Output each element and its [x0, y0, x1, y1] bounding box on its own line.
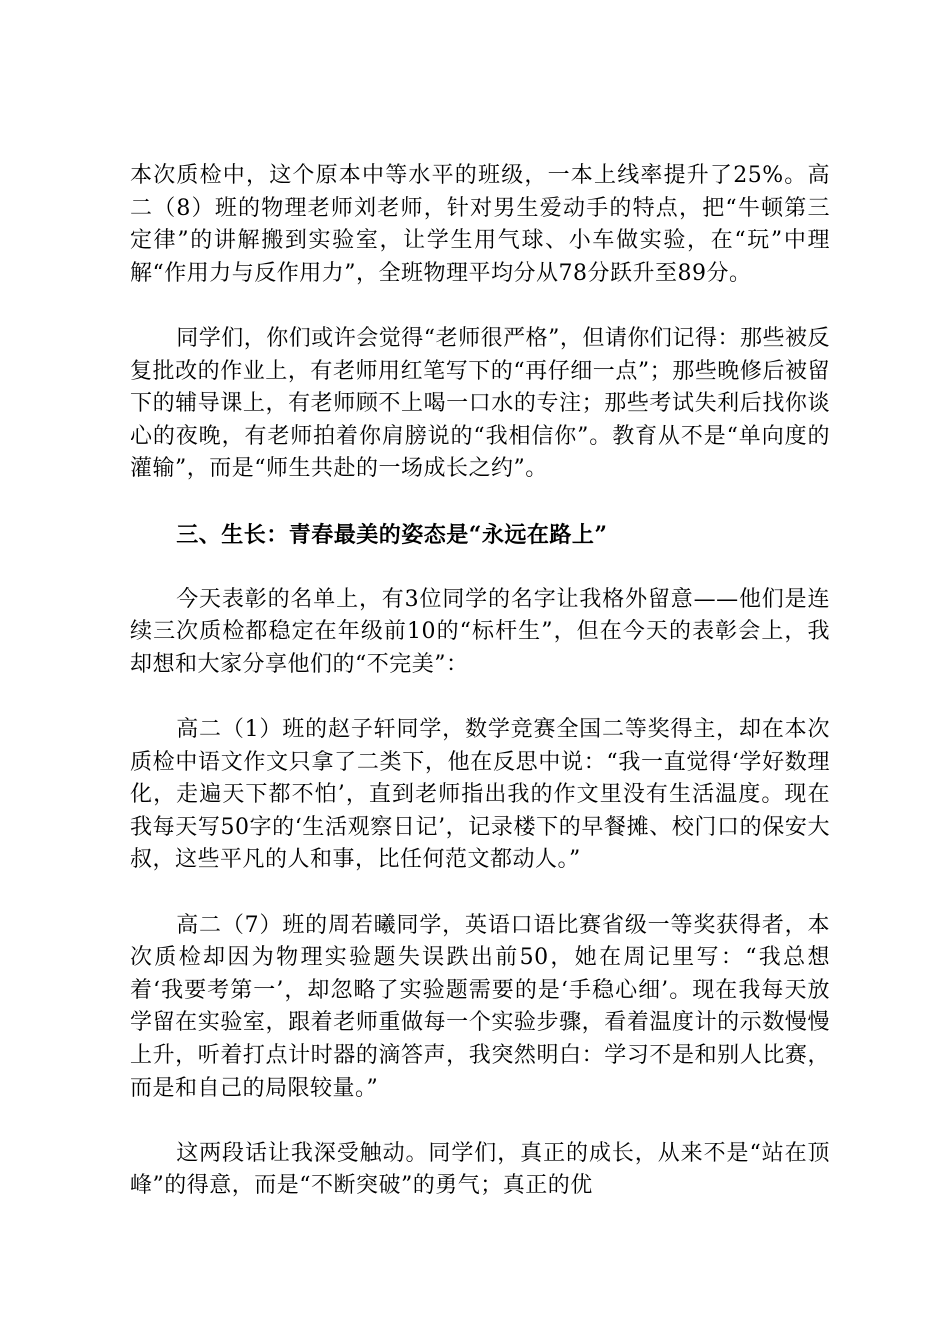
paragraph-teachers: 同学们，你们或许会觉得“老师很严格”，但请你们记得：那些被反复批改的作业上，有老师用红笔写下的“再仔细一点”；那些晚修后被留下的辅导课上，有老师顾不上喝一口水的专注；那些考试失利后找你谈心的夜晚，有老师拍着你肩膀说的“我相信你”。教育从不是“单向度的灌输”，而是“师生共赴的一场成长之约”。 [130, 325, 830, 482]
paragraph-student-zhou: 高二（7）班的周若曦同学，英语口语比赛省级一等奖获得者，本次质检却因为物理实验题失误跌出前50，她在周记里写：“我总想着‘我要考第一’，却忽略了实验题需要的是‘手稳心细’。现在我每天放学留在实验室，跟着老师重做每一个实验步骤，看着温度计的示数慢慢上升，听着打点计时器的滴答声，我突然明白：学习不是和别人比赛，而是和自己的局限较量。” [130, 912, 830, 1101]
paragraph-honor-list: 今天表彰的名单上，有3位同学的名字让我格外留意——他们是连续三次质检都稳定在年级前10的“标杆生”，但在今天的表彰会上，我却想和大家分享他们的“不完美”： [130, 586, 830, 677]
document-page [130, 160, 830, 1236]
section-heading-growth: 三、生长：青春最美的姿态是“永远在路上” [176, 521, 608, 548]
paragraph-student-zhao: 高二（1）班的赵子轩同学，数学竞赛全国二等奖得主，却在本次质检中语文作文只拿了二类下，他在反思中说：“我一直觉得‘学好数理化，走遍天下都不怕’，直到老师指出我的作文里没有生活温度。现在我每天写50字的‘生活观察日记’，记录楼下的早餐摊、校门口的保安大叔，这些平凡的人和事，比任何范文都动人。” [130, 717, 830, 873]
paragraph-reflection: 这两段话让我深受触动。同学们，真正的成长，从来不是“站在顶峰”的得意，而是“不断突破”的勇气；真正的优 [130, 1140, 830, 1199]
paragraph-class-improvement: 本次质检中，这个原本中等水平的班级，一本上线率提升了25%。高二（8）班的物理老师刘老师，针对男生爱动手的特点，把“牛顿第三定律”的讲解搬到实验室，让学生用气球、小车做实验，在“玩”中理解“作用力与反作用力”，全班物理平均分从78分跃升至89分。 [130, 163, 830, 286]
